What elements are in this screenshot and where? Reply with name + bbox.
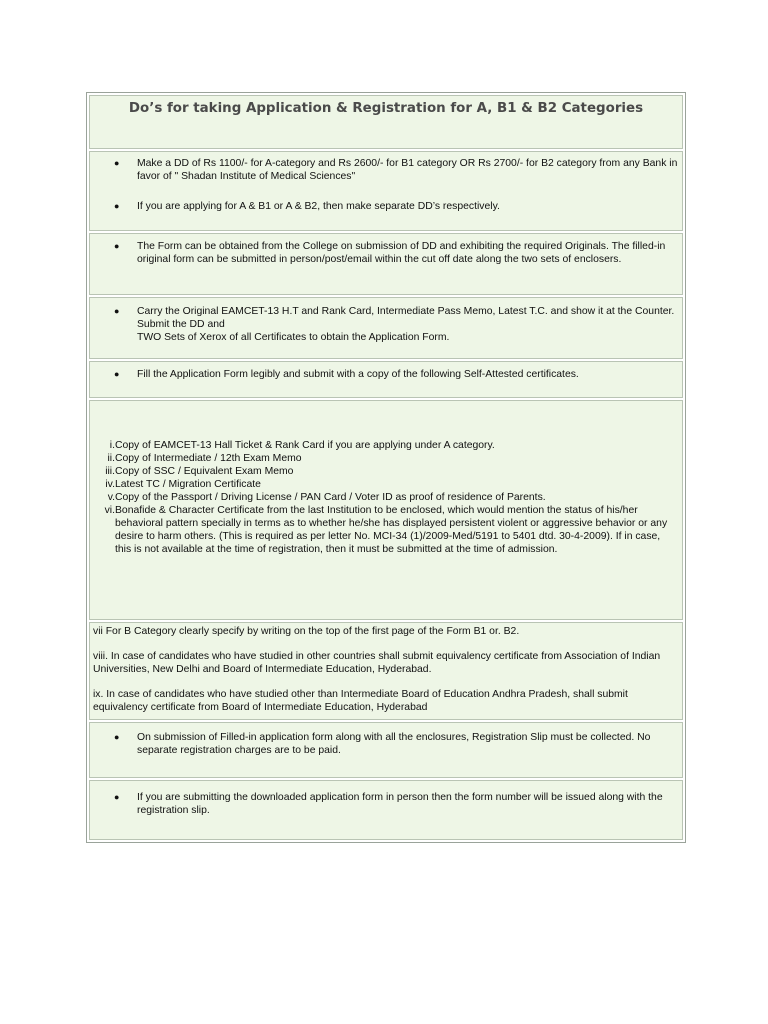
list-item (90, 240, 682, 266)
list-number: iii. (105, 466, 115, 477)
list-item-text: On submission of Filled-in application form along with all the enclosures, Registration Slip must be collected. No separate registration charges are to be paid. (137, 732, 651, 756)
document-page (86, 92, 686, 843)
bullet-list (90, 368, 682, 381)
list-item (90, 491, 678, 504)
certificate-list (90, 439, 682, 556)
bullet-icon: ● (114, 201, 120, 211)
note-paragraph: ix. In case of candidates who have studied other than Intermediate Board of Education Andhra Pradesh, shall submit equivalency certificate from Board of Intermediate Education, Hyderabad (93, 689, 628, 713)
list-item (90, 478, 678, 491)
bullet-icon: ● (114, 732, 120, 742)
list-item-text: Copy of SSC / Equivalent Exam Memo (115, 466, 294, 477)
list-item-text: Carry the Original EAMCET-13 H.T and Rank Card, Intermediate Pass Memo, Latest T.C. and show it at the Counter. Submit the DD and (137, 306, 675, 330)
list-item-text: Latest TC / Migration Certificate (115, 479, 261, 490)
list-item-text: Copy of Intermediate / 12th Exam Memo (115, 453, 302, 464)
section-form-number (89, 780, 683, 840)
list-number: v. (107, 492, 115, 503)
list-number: ii. (107, 453, 115, 464)
list-number: iv. (105, 479, 115, 490)
bullet-icon: ● (114, 241, 120, 251)
bullet-list (90, 240, 682, 266)
list-item (90, 157, 682, 183)
list-number: vi. (104, 505, 115, 516)
list-item (90, 305, 682, 344)
bullet-icon: ● (114, 369, 120, 379)
list-item (90, 368, 682, 381)
section-form-availability (89, 233, 683, 295)
list-item-text: Bonafide & Character Certificate from the last Institution to be enclosed, which would mention the status of his/her behavioral pattern specially in terms as to whether he/she has displayed persistent violent or aggressive behavior or any desire to harm others. (This is required as per letter No. MCI-34 (1)/2009-Med/5191 to 5401 dtd. 30-4-2009). If in case, this is not available at the time of registration, then it must be submitted at the time of admission. (115, 505, 668, 555)
list-item-text: Copy of the Passport / Driving License / PAN Card / Voter ID as proof of residence of Parents. (115, 492, 546, 503)
list-item-text: Fill the Application Form legibly and submit with a copy of the following Self-Attested certificates. (137, 369, 579, 380)
bullet-icon: ● (114, 158, 120, 168)
bullet-icon: ● (114, 792, 120, 802)
list-item (90, 452, 678, 465)
list-item (90, 791, 682, 817)
list-item-text: If you are submitting the downloaded application form in person then the form number will be issued along with the registration slip. (137, 792, 663, 816)
bullet-list (90, 731, 682, 757)
list-number: i. (109, 440, 115, 451)
list-item (90, 465, 678, 478)
section-notes (89, 622, 683, 720)
list-item (90, 504, 678, 556)
list-item-text: TWO Sets of Xerox of all Certificates to obtain the Application Form. (137, 332, 450, 343)
bullet-list (90, 157, 682, 213)
section-registration-slip (89, 722, 683, 778)
page-title: Do’s for taking Application & Registration for A, B1 & B2 Categories (128, 101, 644, 116)
section-dd-payment (89, 151, 683, 231)
list-item (90, 439, 678, 452)
list-item (90, 731, 682, 757)
note-paragraph: vii For B Category clearly specify by writing on the top of the first page of the Form B1 or. B2. (93, 626, 520, 637)
list-item-text: Make a DD of Rs 1100/- for A-category and Rs 2600/- for B1 category OR Rs 2700/- for B2 category from any Bank in favor of " Shadan Institute of Medical Sciences" (137, 158, 678, 182)
bullet-icon: ● (114, 306, 120, 316)
list-item-text: If you are applying for A & B1 or A & B2, then make separate DD’s respectively. (137, 201, 500, 212)
list-item (90, 200, 682, 213)
list-item-text: The Form can be obtained from the College on submission of DD and exhibiting the required Originals. The filled-in original form can be submitted in person/post/email within the cut off date along the two sets of enclosers. (137, 241, 666, 265)
title-cell (89, 95, 683, 149)
list-item-text: Copy of EAMCET-13 Hall Ticket & Rank Card if you are applying under A category. (115, 440, 495, 451)
bullet-list (90, 791, 682, 817)
note-paragraph: viii. In case of candidates who have studied in other countries shall submit equivalency certificate from Association of Indian Universities, New Delhi and Board of Intermediate Education, Hyderabad. (93, 651, 661, 675)
section-fill-form (89, 361, 683, 398)
section-originals (89, 297, 683, 359)
bullet-list (90, 305, 682, 344)
section-certificates (89, 400, 683, 620)
